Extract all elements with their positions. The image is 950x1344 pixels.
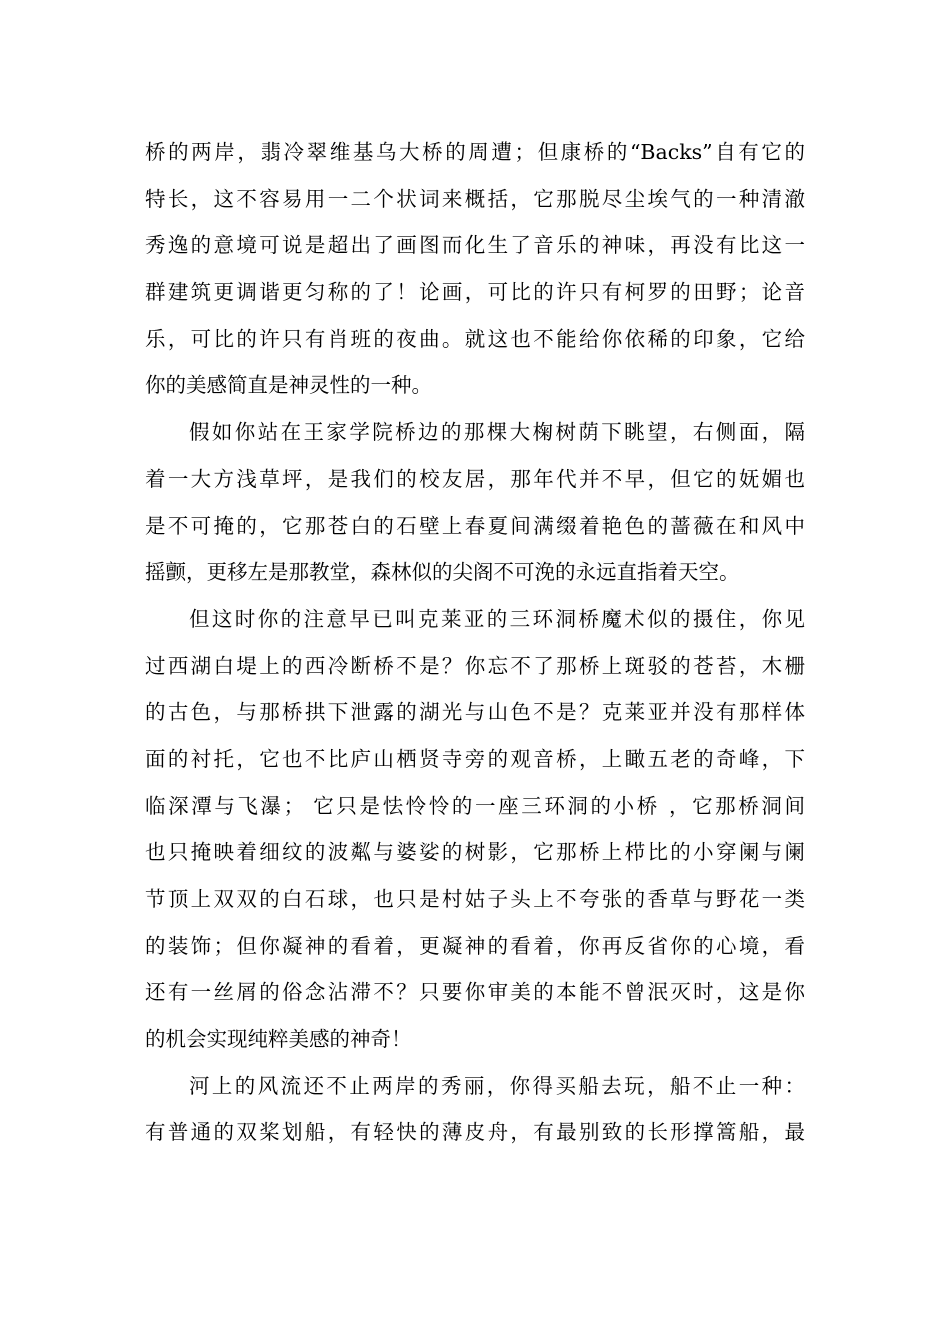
text-line: 着一大方浅草坪，是我们的校友居，那年代并不早，但它的妩媚也 (145, 466, 805, 491)
text-line: 的机会实现纯粹美感的神奇！ (145, 1027, 412, 1052)
document-body (145, 129, 805, 1156)
text-line: 乐，可比的许只有肖班的夜曲。就这也不能给你依稀的印象，它给 (145, 326, 805, 351)
text-line: 特长，这不容易用一二个状词来概括，它那脱尽尘埃气的一种清澈 (145, 186, 805, 211)
text-line: 节顶上双双的白石球，也只是村姑子头上不夸张的香草与野花一类 (145, 887, 805, 911)
text-line: 假如你站在王家学院桥边的那棵大椈树荫下眺望，右侧面，隔 (189, 420, 805, 445)
text-line: 桥的两岸，翡冷翠维基乌大桥的周遭；但康桥的“Backs”自有它的 (145, 140, 805, 164)
text-line: 是不可掩的，它那苍白的石壁上春夏间满缀着艳色的蔷薇在和风中 (145, 513, 805, 538)
text-line: 但这时你的注意早已叫克莱亚的三环洞桥魔术似的摄住，你见 (189, 606, 805, 631)
text-line: 还有一丝屑的俗念沾滞不？只要你审美的本能不曾泯灭时，这是你 (145, 980, 805, 1005)
text-line: 摇颤，更移左是那教堂，森林似的尖阁不可浼的永远直指着天空。 (145, 560, 740, 585)
paragraph-3 (145, 596, 805, 1063)
text-line: 群建筑更调谐更匀称的了！论画，可比的许只有柯罗的田野；论音 (145, 280, 805, 305)
text-line: 的古色，与那桥拱下泄露的湖光与山色不是？克莱亚并没有那样体 (145, 700, 805, 725)
text-line: 你的美感简直是神灵性的一种。 (145, 373, 432, 398)
paragraph-1 (145, 129, 805, 409)
paragraph-4 (145, 1063, 805, 1156)
text-line: 秀逸的意境可说是超出了画图而化生了音乐的神味，再没有比这一 (145, 233, 805, 258)
text-line: 也只掩映着细纹的波粼与婆娑的树影，它那桥上栉比的小穿阑与阑 (145, 840, 805, 865)
text-line: 的装饰；但你凝神的看着，更凝神的看着，你再反省你的心境，看 (145, 933, 805, 958)
text-line: 面的衬托，它也不比庐山栖贤寺旁的观音桥，上瞰五老的奇峰，下 (145, 746, 805, 771)
paragraph-2 (145, 409, 805, 596)
text-line: 河上的风流还不止两岸的秀丽，你得买船去玩，船不止一种： (189, 1073, 805, 1098)
text-line: 临深潭与飞瀑； 它只是怯怜怜的一座三环洞的小桥 ，它那桥洞间 (145, 793, 805, 818)
text-line: 过西湖白堤上的西冷断桥不是？你忘不了那桥上斑驳的苍苔，木栅 (145, 653, 805, 678)
text-line: 有普通的双桨划船，有轻快的薄皮舟，有最别致的长形撑篙船，最 (145, 1120, 805, 1145)
